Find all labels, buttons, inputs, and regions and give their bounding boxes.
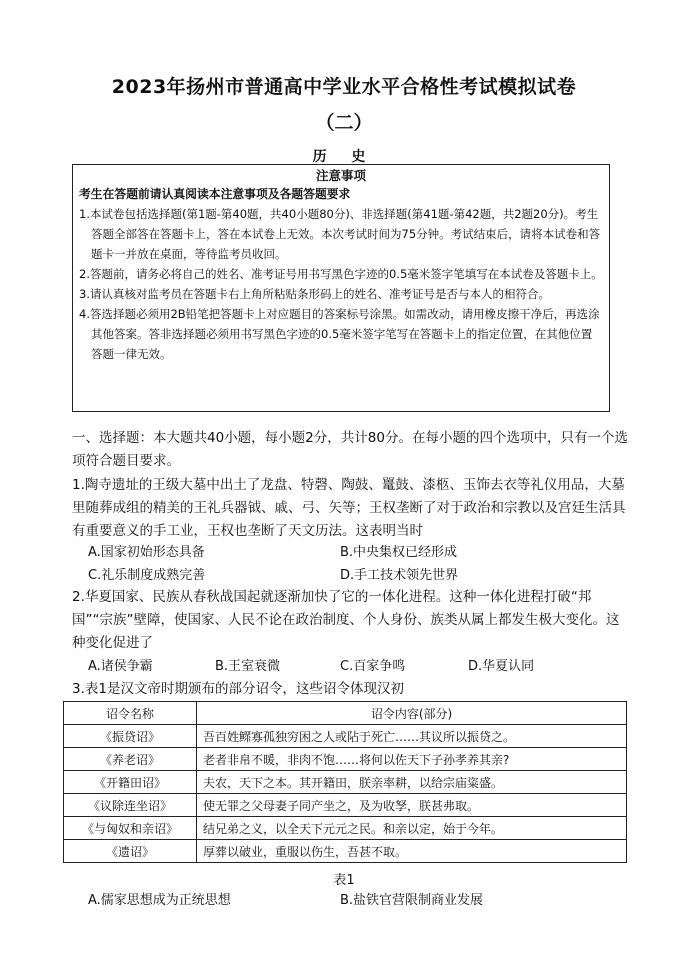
edict-name: 《振贷诏》 [64, 725, 197, 748]
notice-subtitle: 考生在答题前请认真阅读本注意事项及各题答题要求 [79, 187, 351, 201]
table-header-row [64, 702, 627, 725]
notice-item: 4.答选择题必须用2B铅笔把答题卡上对应题目的答案标号涂黑。如需改动，请用橡皮擦干净后，再选涂其他答案。答非选择题必须用书写黑色字迹的0.5毫米签字笔写在答题卡上的指定位置，在其他位置答题一律无效。 [79, 307, 600, 361]
notice-item: 1.本试卷包括选择题(第1题-第40题，共40小题80分)、非选择题(第41题-第42题，共2题20分)。考生答题全部答在答题卡上，答在本试卷上无效。本次考试时间为75分钟。考试结束后，请将本试卷和答题卡一并放在桌面，等待监考员收回。 [79, 207, 601, 261]
column-header: 诏令名称 [64, 702, 197, 725]
q1-option-d[interactable]: D.手工技术领先世界 [340, 568, 459, 583]
q2-option-d[interactable]: D.华夏认同 [468, 659, 535, 674]
table-row [64, 794, 627, 817]
notice-title: 注意事项 [315, 168, 366, 183]
table-row [64, 771, 627, 794]
q2-option-c[interactable]: C.百家争鸣 [340, 659, 406, 674]
edict-table [63, 701, 627, 863]
subject-label: 历 史 [312, 149, 376, 165]
exam-title: 2023年扬州市普通高中学业水平合格性考试模拟试卷 [111, 76, 577, 98]
edict-name: 《养老诏》 [64, 748, 197, 771]
notice-item: 3.请认真核对监考员在答题卡右上角所粘贴条形码上的姓名、准考证号是否与本人的相符合。 [79, 287, 550, 301]
edict-content: 厚葬以破业，重服以伤生，吾甚不取。 [197, 840, 627, 863]
edict-name: 《议除连坐诏》 [64, 794, 197, 817]
table-row [64, 725, 627, 748]
edict-content: 吾百姓鳏寡孤独穷困之人或阽于死亡……其议所以振贷之。 [197, 725, 627, 748]
q2-option-b[interactable]: B.王室衰微 [215, 659, 281, 674]
edict-content: 老者非帛不暖，非肉不饱……将何以佐天下子孙孝养其亲? [197, 748, 627, 771]
table-row [64, 840, 627, 863]
table-caption: 表1 [333, 873, 355, 888]
edict-name: 《开籍田诏》 [64, 771, 197, 794]
q1-option-c[interactable]: C.礼乐制度成熟完善 [88, 568, 206, 583]
table-row [64, 748, 627, 771]
edict-content: 结兄弟之义，以全天下元元之民。和亲以定，始于今年。 [197, 817, 627, 840]
question-3-stem: 3.表1是汉文帝时期颁布的部分诏令，这些诏令体现汉初 [72, 681, 404, 697]
q3-option-a[interactable]: A.儒家思想成为正统思想 [88, 893, 231, 908]
q2-option-a[interactable]: A.诸侯争霸 [88, 659, 153, 674]
column-header: 诏令内容(部分) [197, 702, 627, 725]
q1-option-a[interactable]: A.国家初始形态具备 [88, 545, 205, 560]
notice-item: 2.答题前，请务必将自己的姓名、准考证号用书写黑色字迹的0.5毫米签字笔填写在本试卷及答题卡上。 [79, 267, 603, 281]
edict-content: 夫农，天下之本。其开籍田，朕亲率耕，以给宗庙粢盛。 [197, 771, 627, 794]
table-row [64, 817, 627, 840]
question-1-stem: 1.陶寺遗址的王级大墓中出土了龙盘、特磬、陶鼓、鼍鼓、漆柩、玉饰去衣等礼仪用品，大墓里随葬成组的精美的王礼兵器钺、戚、弓、矢等；王权垄断了对于政治和宗教以及宫廷生活具有重要意义的手工业，王权也垄断了天文历法。这表明当时 [72, 477, 626, 539]
exam-subtitle: （二） [315, 112, 373, 134]
q1-option-b[interactable]: B.中央集权已经形成 [340, 545, 458, 560]
edict-content: 使无罪之父母妻子同产坐之，及为收孥，朕甚弗取。 [197, 794, 627, 817]
edict-name: 《遗诏》 [64, 840, 197, 863]
section-intro: 一、选择题：本大题共40小题，每小题2分，共计80分。在每小题的四个选项中，只有一个选项符合题目要求。 [72, 430, 628, 469]
q3-option-b[interactable]: B.盐铁官营限制商业发展 [340, 893, 484, 908]
question-2-stem: 2.华夏国家、民族从春秋战国起就逐渐加快了它的一体化进程。这种一体化进程打破“邦国”“宗族”壁障，使国家、人民不论在政治制度、个人身份、族类从属上都发生极大变化。这种变化促进了 [72, 589, 620, 651]
notice-box [72, 164, 610, 412]
edict-name: 《与匈奴和亲诏》 [64, 817, 197, 840]
